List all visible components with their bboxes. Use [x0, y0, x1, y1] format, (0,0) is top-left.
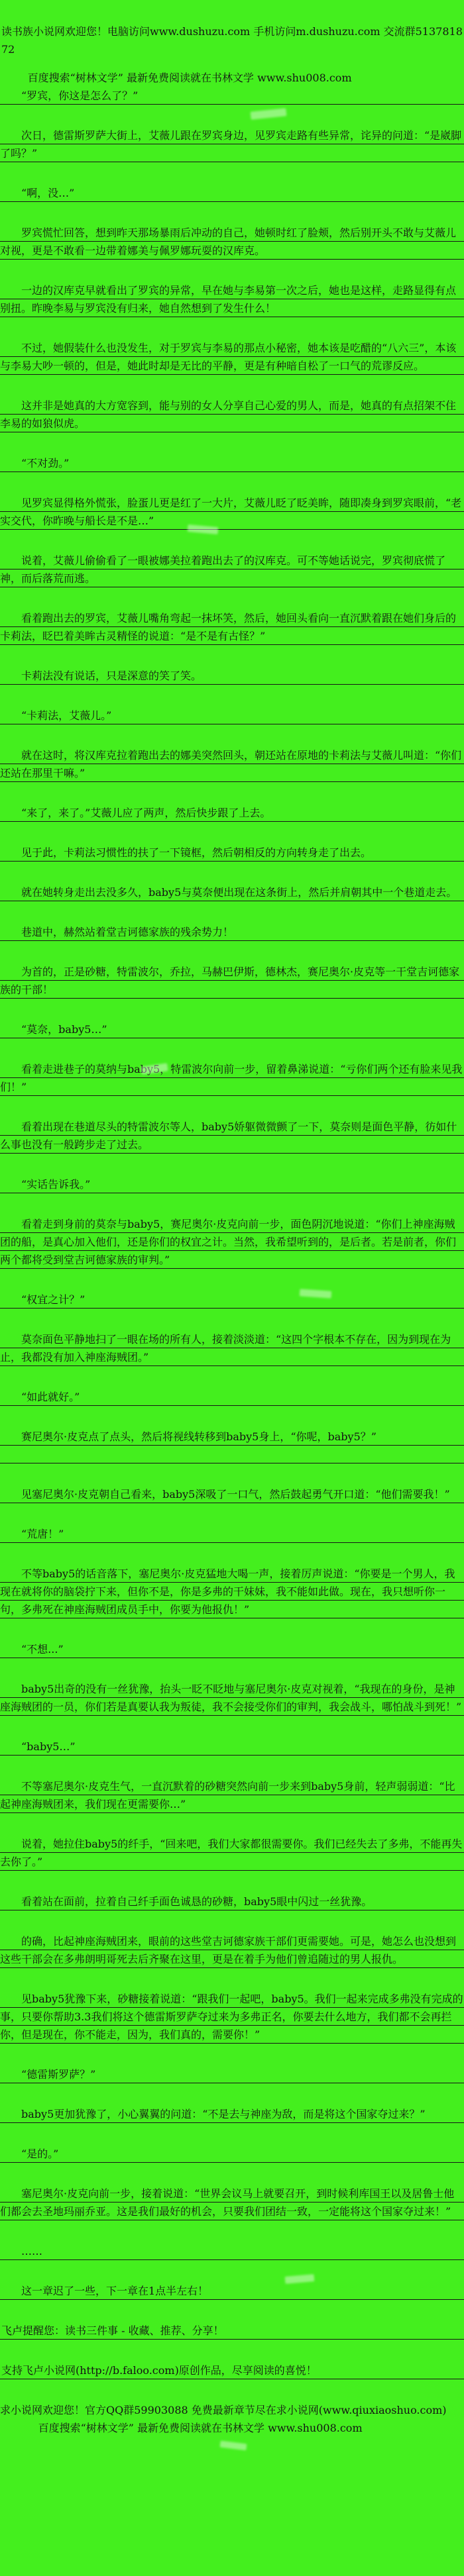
top-ad-line: 百度搜索“树林文学” 最新免费阅读就在书林文学 www.shu008.com	[27, 72, 352, 84]
chapter-content	[0, 87, 464, 2379]
paragraph: 卡莉法没有说话，只是深意的笑了笑。	[0, 667, 464, 685]
paragraph: 莫奈面色平静地扫了一眼在场的所有人，接着淡淡道：“这四个字根本不存在，因为到现在为止，我都没有加入神座海贼团。”	[0, 1330, 464, 1366]
paragraph: 见罗宾显得格外慌张，脸蛋儿更是红了一大片，艾薇儿眨了眨美眸，随即凑身到罗宾眼前，“老实交代，你昨晚与船长是不是…”	[0, 494, 464, 530]
paragraph: 次日，德雷斯罗萨大街上，艾薇儿跟在罗宾身边，见罗宾走路有些异常，诧异的问道：“是崴脚了吗？”	[0, 126, 464, 162]
paragraph: 看着走进巷子的莫纳与baby5，特雷波尔向前一步，留着鼻涕说道：“亏你们两个还有脸来见我们！”	[0, 1060, 464, 1096]
paragraph: 看着出现在巷道尽头的特雷波尔等人，baby5娇躯微微颤了一下，莫奈则是面色平静，彷如什么事也没有一般跨步走了过去。	[0, 1118, 464, 1154]
paragraph: ……	[0, 2242, 464, 2260]
paragraph: “荒唐！”	[0, 1525, 464, 1543]
paragraph: 的确，比起神座海贼团来，眼前的这些堂吉诃德家族干部们更需要她。可是，她怎么也没想到这些干部会在多弗朗明哥死去后齐聚在这里，更是在着手为他们曾追随过的男人报仇。	[0, 1932, 464, 1968]
paragraph: “权宜之计？”	[0, 1291, 464, 1309]
paragraph: 看着站在面前，拉着自己纤手面色诚恳的砂糖，baby5眼中闪过一丝犹豫。	[0, 1893, 464, 1910]
paragraph: “罗宾，你这是怎么了？”	[0, 87, 464, 105]
paragraph: 看着跑出去的罗宾，艾薇儿嘴角弯起一抹坏笑，然后，她回头看向一直沉默着跟在她们身后的卡莉法，眨巴着美眸古灵精怪的说道：“是不是有古怪？”	[0, 609, 464, 645]
paragraph: 看着走到身前的莫奈与baby5，赛尼奥尔·皮克向前一步，面色阴沉地说道：“你们上神座海贼团的船，是真心加入他们，还是你们的权宜之计。当然，我希望听到的，是后者。若是前者，你们两个都将受到堂吉诃德家族的审判。”	[0, 1215, 464, 1269]
paragraph: 罗宾慌忙回答，想到昨天那场暴雨后冲动的自己，她顿时红了脸颊，然后别开头不敢与艾薇儿对视，更是不敢看一边带着娜美与佩罗娜玩耍的汉库克。	[0, 224, 464, 260]
paragraph: “啊，没…”	[0, 184, 464, 202]
footer-site-line: 求小说网欢迎您！官方QQ群59903088 免费最新章节尽在求小说网(www.qiuxiaoshuo.com)	[0, 2404, 447, 2416]
paragraph: 不过，她假装什么也没发生，对于罗宾与李易的那点小秘密，她本该是吃醋的“八六三”，本该与李易大吵一顿的，但是，她此时却是无比的平静，更是有种暗自松了一口气的荒谬反应。	[0, 339, 464, 375]
paragraph: 这并非是她真的大方宽容到，能与别的女人分享自己心爱的男人，而是，她真的有点招架不住李易的如狼似虎。	[0, 397, 464, 432]
paragraph: “来了，来了。”艾薇儿应了两声，然后快步跟了上去。	[0, 804, 464, 822]
paragraph: 巷道中，赫然站着堂吉诃德家族的残余势力！	[0, 923, 464, 941]
paragraph: “卡莉法，艾薇儿。”	[0, 707, 464, 724]
paragraph: “baby5…”	[0, 1738, 464, 1756]
paragraph: “莫奈，baby5…”	[0, 1020, 464, 1038]
paragraph: 说着，她拉住baby5的纤手，“回来吧，我们大家都很需要你。我们已经失去了多弗，不能再失去你了。”	[0, 1835, 464, 1871]
paragraph: 见塞尼奥尔·皮克朝自己看来，baby5深吸了一口气，然后鼓起勇气开口道：“他们需要我！”	[0, 1485, 464, 1503]
paragraph: 见于此，卡莉法习惯性的扶了一下镜框，然后朝相反的方向转身走了出去。	[0, 844, 464, 862]
paragraph: “不想...”	[0, 1640, 464, 1658]
bottom-ad-line: 百度搜索“树林文学” 最新免费阅读就在书林文学 www.shu008.com	[38, 2422, 363, 2434]
paragraph: 就在这时，将汉库克拉着跑出去的娜美突然回头，朝还站在原地的卡莉法与艾薇儿叫道：“你们还站在那里干嘛。”	[0, 746, 464, 782]
footer	[0, 2401, 464, 2437]
paragraph: 见baby5犹豫下来，砂糖接着说道：“跟我们一起吧，baby5。我们一起来完成多弗没有完成的事，只要你帮助3.3我们将这个德雷斯罗萨夺过来为多弗正名，你要去什么地方，我们都不会再拦你，但是现在，你不能走，因为，我们真的，需要你！”	[0, 1990, 464, 2044]
paragraph: 飞卢提醒您：读书三件事 - 收藏、推荐、分享！	[0, 2322, 464, 2340]
paragraph: “是的。”	[0, 2145, 464, 2163]
paragraph: “德雷斯罗萨？”	[0, 2065, 464, 2083]
paragraph: 就在她转身走出去没多久，baby5与莫奈便出现在这条街上，然后并肩朝其中一个巷道走去。	[0, 883, 464, 901]
paragraph: 这一章迟了一些，下一章在1点半左右！	[0, 2282, 464, 2300]
novel-reader-page	[0, 23, 464, 2437]
paragraph: 说着，艾薇儿偷偷看了一眼被娜美拉着跑出去了的汉库克。可不等她话说完，罗宾彻底慌了神，而后落荒而逃。	[0, 552, 464, 587]
paragraph: 不等塞尼奥尔·皮克生气，一直沉默着的砂糖突然向前一步来到baby5身前，轻声弱弱道：“比起神座海贼团来，我们现在更需要你…”	[0, 1777, 464, 1813]
paragraph: baby5更加犹豫了，小心翼翼的问道：“不是去与神座为敌，而是将这个国家夺过来？”	[0, 2105, 464, 2123]
watermark-smudge	[220, 2441, 247, 2451]
paragraph: 不等baby5的话音落下，塞尼奥尔·皮克猛地大喝一声，接着厉声说道：“你要是一个男人，我现在就将你的脑袋拧下来，但你不是，你是多弗的干妹妹，我不能如此做。现在，我只想听你一句，多弗死在神座海贼团成员手中，你要为他报仇！”	[0, 1565, 464, 1618]
paragraph: “不对劲。”	[0, 454, 464, 472]
paragraph: “如此就好。”	[0, 1388, 464, 1406]
site-welcome-line: 读书族小说网欢迎您！电脑访问www.dushuzu.com 手机访问m.dushuzu.com 交流群513781872	[1, 25, 463, 56]
paragraph: 赛尼奥尔·皮克点了点头，然后将视线转移到baby5身上，“你呢，baby5？”	[0, 1428, 464, 1463]
paragraph: “实话告诉我。”	[0, 1175, 464, 1193]
paragraph: baby5出奇的没有一丝犹豫，抬头一眨不眨地与塞尼奥尔·皮克对视着，“我现在的身份，是神座海贼团的一员，你们若是真要认我为叛徒，我不会接受你们的审判，我会战斗，哪怕战斗到死！”	[0, 1680, 464, 1716]
paragraph: 塞尼奥尔·皮克向前一步，接着说道：“世界会议马上就要召开，到时候利库国王以及居鲁士他们都会去圣地玛丽乔亚。这是我们最好的机会，只要我们团结一致，一定能将这个国家夺过来！”	[0, 2185, 464, 2220]
paragraph: 一边的汉库克早就看出了罗宾的异常，早在她与李易第一次之后，她也是这样，走路显得有点别扭。昨晚李易与罗宾没有归来，她自然想到了发生什么！	[0, 281, 464, 317]
paragraph: 为首的，正是砂糖，特雷波尔，乔拉，马赫巴伊斯，德林杰，赛尼奥尔·皮克等一干堂吉诃德家族的干部！	[0, 963, 464, 999]
paragraph: 支持飞卢小说网(http://b.faloo.com)原创作品，尽享阅读的喜悦！	[0, 2361, 464, 2379]
